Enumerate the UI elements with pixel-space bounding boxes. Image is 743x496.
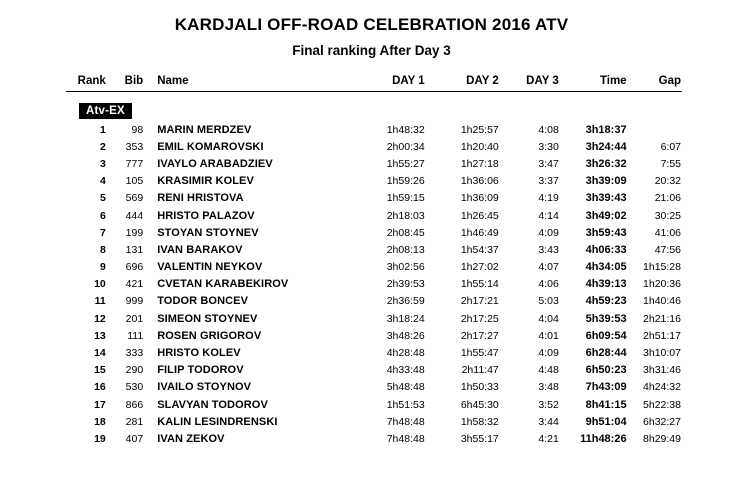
cell-day3: 3:43 [538, 243, 559, 256]
cell-day1: 2h00:34 [386, 140, 425, 153]
cell-day2: 2h17:21 [460, 295, 499, 308]
cell-day2: 2h17:27 [460, 329, 499, 342]
cell-gap: 47:56 [654, 243, 681, 256]
cell-rank: 3 [99, 157, 106, 170]
cell-gap: 6:07 [660, 140, 681, 153]
cell-bib: 290 [125, 364, 144, 377]
cell-name: IVAILO STOYNOV [157, 381, 252, 394]
cell-name: TODOR BONCEV [157, 295, 249, 308]
cell-bib: 421 [125, 278, 144, 291]
column-header-rank: Rank [66, 74, 110, 92]
cell-day3: 4:06 [538, 278, 559, 291]
cell-day3: 4:04 [538, 312, 559, 325]
cell-day1: 2h18:03 [386, 209, 425, 222]
column-header-time: Time [560, 74, 628, 92]
cell-gap: 3h10:07 [643, 347, 681, 360]
cell-name: CVETAN KARABEKIROV [157, 278, 289, 291]
cell-rank: 8 [99, 243, 106, 256]
cell-day2: 1h58:32 [460, 415, 499, 428]
cell-day2: 6h45:30 [460, 398, 499, 411]
cell-gap: 2h21:16 [643, 312, 681, 325]
table-row [66, 173, 682, 190]
cell-name: RENI HRISTOVA [157, 192, 244, 205]
cell-day2: 1h36:09 [460, 192, 499, 205]
cell-bib: 201 [125, 312, 144, 325]
cell-gap: 4h24:32 [643, 381, 681, 394]
cell-day2: 1h50:33 [460, 381, 499, 394]
cell-time: 5h39:53 [585, 312, 627, 325]
cell-time: 4h39:13 [585, 278, 627, 291]
cell-time: 3h39:09 [585, 175, 627, 188]
cell-name: IVAYLO ARABADZIEV [157, 157, 273, 170]
cell-gap: 30:25 [654, 209, 681, 222]
cell-day3: 3:52 [538, 398, 559, 411]
cell-day2: 1h27:18 [460, 157, 499, 170]
cell-time: 11h48:26 [580, 432, 627, 445]
cell-bib: 98 [131, 123, 144, 136]
cell-day2: 1h26:45 [460, 209, 499, 222]
cell-day1: 1h59:26 [386, 175, 425, 188]
cell-time: 3h59:43 [585, 226, 627, 239]
cell-gap: 8h29:49 [643, 432, 681, 445]
cell-gap: 20:32 [654, 175, 681, 188]
cell-time: 8h41:15 [585, 398, 627, 411]
column-header-gap: Gap [628, 74, 682, 92]
cell-name: KALIN LESINDRENSKI [157, 415, 278, 428]
results-table [66, 74, 682, 448]
cell-name: ROSEN GRIGOROV [157, 329, 262, 342]
table-row [66, 207, 682, 224]
cell-day2: 3h55:17 [460, 432, 499, 445]
table-row [66, 413, 682, 430]
cell-bib: 866 [125, 398, 144, 411]
cell-bib: 353 [125, 140, 144, 153]
table-row [66, 344, 682, 361]
cell-name: SLAVYAN TODOROV [157, 398, 268, 411]
table-row [66, 155, 682, 172]
cell-bib: 444 [125, 209, 144, 222]
cell-time: 6h50:23 [585, 364, 627, 377]
cell-gap: 2h51:17 [643, 329, 681, 342]
cell-day1: 3h18:24 [386, 312, 425, 325]
cell-time: 6h09:54 [585, 329, 627, 342]
cell-name: HRISTO KOLEV [157, 347, 241, 360]
cell-rank: 1 [99, 123, 106, 136]
cell-time: 4h06:33 [585, 243, 627, 256]
table-row [66, 396, 682, 413]
cell-name: FILIP TODOROV [157, 364, 244, 377]
cell-bib: 281 [125, 415, 144, 428]
table-header-row [66, 74, 682, 92]
cell-day1: 3h48:26 [386, 329, 425, 342]
cell-rank: 13 [94, 329, 106, 342]
table-header [66, 74, 682, 92]
cell-bib: 131 [125, 243, 144, 256]
cell-name: MARIN MERDZEV [157, 123, 252, 136]
cell-gap: 5h22:38 [643, 398, 681, 411]
cell-bib: 999 [125, 295, 144, 308]
cell-name: IVAN ZEKOV [157, 432, 225, 445]
cell-rank: 14 [94, 347, 106, 360]
cell-name: EMIL KOMAROVSKI [157, 140, 264, 153]
cell-rank: 16 [94, 381, 106, 394]
cell-day1: 4h28:48 [386, 347, 425, 360]
cell-bib: 111 [127, 329, 144, 342]
cell-bib: 105 [125, 175, 144, 188]
cell-rank: 15 [94, 364, 106, 377]
cell-rank: 4 [99, 175, 106, 188]
cell-time: 7h43:09 [585, 381, 627, 394]
cell-day3: 4:19 [538, 192, 559, 205]
cell-bib: 696 [125, 261, 144, 274]
cell-gap: 21:06 [654, 192, 681, 205]
cell-rank: 12 [94, 312, 106, 325]
cell-day1: 1h51:53 [386, 398, 425, 411]
cell-rank: 5 [99, 192, 106, 205]
table-row [66, 121, 682, 138]
cell-day3: 4:21 [538, 432, 559, 445]
table-row [66, 362, 682, 379]
cell-bib: 777 [125, 157, 144, 170]
page-title: KARDJALI OFF-ROAD CELEBRATION 2016 ATV [174, 15, 569, 34]
cell-day3: 3:44 [538, 415, 559, 428]
cell-name: STOYAN STOYNEV [157, 226, 259, 239]
cell-day1: 2h08:45 [386, 226, 425, 239]
cell-name: KRASIMIR KOLEV [157, 175, 254, 188]
cell-day3: 4:09 [538, 347, 559, 360]
cell-day1: 1h59:15 [386, 192, 425, 205]
cell-name: HRISTO PALAZOV [157, 209, 255, 222]
cell-gap: 1h15:28 [643, 261, 681, 274]
cell-gap: 3h31:46 [643, 364, 681, 377]
cell-time: 3h26:32 [585, 157, 627, 170]
cell-bib: 199 [125, 226, 144, 239]
cell-bib: 407 [125, 432, 144, 445]
cell-bib: 333 [125, 347, 144, 360]
cell-name: IVAN BARAKOV [157, 243, 243, 256]
cell-day2: 1h55:14 [460, 278, 499, 291]
cell-day2: 1h55:47 [460, 347, 499, 360]
cell-rank: 18 [94, 415, 106, 428]
cell-day3: 4:08 [538, 123, 559, 136]
cell-rank: 6 [99, 209, 106, 222]
cell-rank: 7 [99, 226, 106, 239]
cell-gap [628, 121, 682, 138]
cell-day3: 3:37 [538, 175, 559, 188]
cell-gap: 6h32:27 [643, 415, 681, 428]
page-subtitle: Final ranking After Day 3 [292, 43, 451, 58]
cell-day2: 1h25:57 [460, 123, 499, 136]
cell-day3: 4:48 [538, 364, 559, 377]
table-row [66, 379, 682, 396]
table-row [66, 276, 682, 293]
cell-day3: 3:47 [538, 157, 559, 170]
column-header-name: Name [149, 74, 351, 92]
cell-time: 3h49:02 [585, 209, 627, 222]
column-header-day2: DAY 2 [426, 74, 500, 92]
cell-day1: 2h36:59 [386, 295, 425, 308]
cell-time: 4h34:05 [585, 261, 627, 274]
cell-day2: 2h17:25 [460, 312, 499, 325]
cell-rank: 11 [94, 295, 106, 308]
cell-day2: 1h36:06 [460, 175, 499, 188]
column-header-day1: DAY 1 [352, 74, 426, 92]
cell-day1: 7h48:48 [386, 415, 425, 428]
cell-gap: 1h20:36 [643, 278, 681, 291]
column-header-bib: Bib [110, 74, 149, 92]
cell-day3: 4:14 [538, 209, 559, 222]
cell-day2: 1h54:37 [460, 243, 499, 256]
cell-day3: 4:09 [538, 226, 559, 239]
cell-day3: 5:03 [538, 295, 559, 308]
cell-time: 9h51:04 [585, 415, 627, 428]
cell-gap: 7:55 [660, 157, 681, 170]
cell-time: 6h28:44 [585, 347, 627, 360]
cell-day1: 2h08:13 [386, 243, 425, 256]
class-section-cell [66, 92, 682, 122]
cell-day3: 4:07 [538, 261, 559, 274]
cell-name: SIMEON STOYNEV [157, 312, 258, 325]
cell-name: VALENTIN NEYKOV [157, 261, 263, 274]
cell-rank: 19 [94, 432, 106, 445]
cell-day3: 3:30 [538, 140, 559, 153]
table-row [66, 241, 682, 258]
cell-rank: 2 [99, 140, 106, 153]
cell-day3: 3:48 [538, 381, 559, 394]
class-section-row [66, 92, 682, 122]
cell-time: 4h59:23 [585, 295, 627, 308]
table-row [66, 224, 682, 241]
cell-rank: 10 [94, 278, 106, 291]
cell-day1: 1h55:27 [386, 157, 425, 170]
cell-bib: 569 [125, 192, 144, 205]
table-row [66, 430, 682, 447]
cell-day1: 1h48:32 [386, 123, 425, 136]
cell-day2: 1h46:49 [460, 226, 499, 239]
column-header-day3: DAY 3 [500, 74, 560, 92]
cell-rank: 17 [94, 398, 106, 411]
cell-bib: 530 [125, 381, 144, 394]
cell-time: 3h18:37 [585, 123, 627, 136]
cell-day1: 3h02:56 [386, 261, 425, 274]
table-row [66, 190, 682, 207]
table-row [66, 327, 682, 344]
cell-day1: 4h33:48 [386, 364, 425, 377]
results-document [0, 15, 743, 496]
cell-gap: 41:06 [654, 226, 681, 239]
table-row [66, 293, 682, 310]
cell-rank: 9 [99, 261, 106, 274]
cell-day3: 4:01 [538, 329, 559, 342]
class-badge: Atv-EX [79, 103, 132, 119]
cell-day2: 2h11:47 [461, 364, 499, 377]
table-row [66, 259, 682, 276]
cell-time: 3h39:43 [585, 192, 627, 205]
cell-gap: 1h40:46 [643, 295, 681, 308]
cell-day1: 7h48:48 [386, 432, 425, 445]
table-body [66, 92, 682, 448]
cell-day1: 5h48:48 [386, 381, 425, 394]
cell-day1: 2h39:53 [386, 278, 425, 291]
table-row [66, 310, 682, 327]
table-row [66, 138, 682, 155]
cell-day2: 1h20:40 [460, 140, 499, 153]
cell-time: 3h24:44 [585, 140, 627, 153]
cell-day2: 1h27:02 [460, 261, 499, 274]
